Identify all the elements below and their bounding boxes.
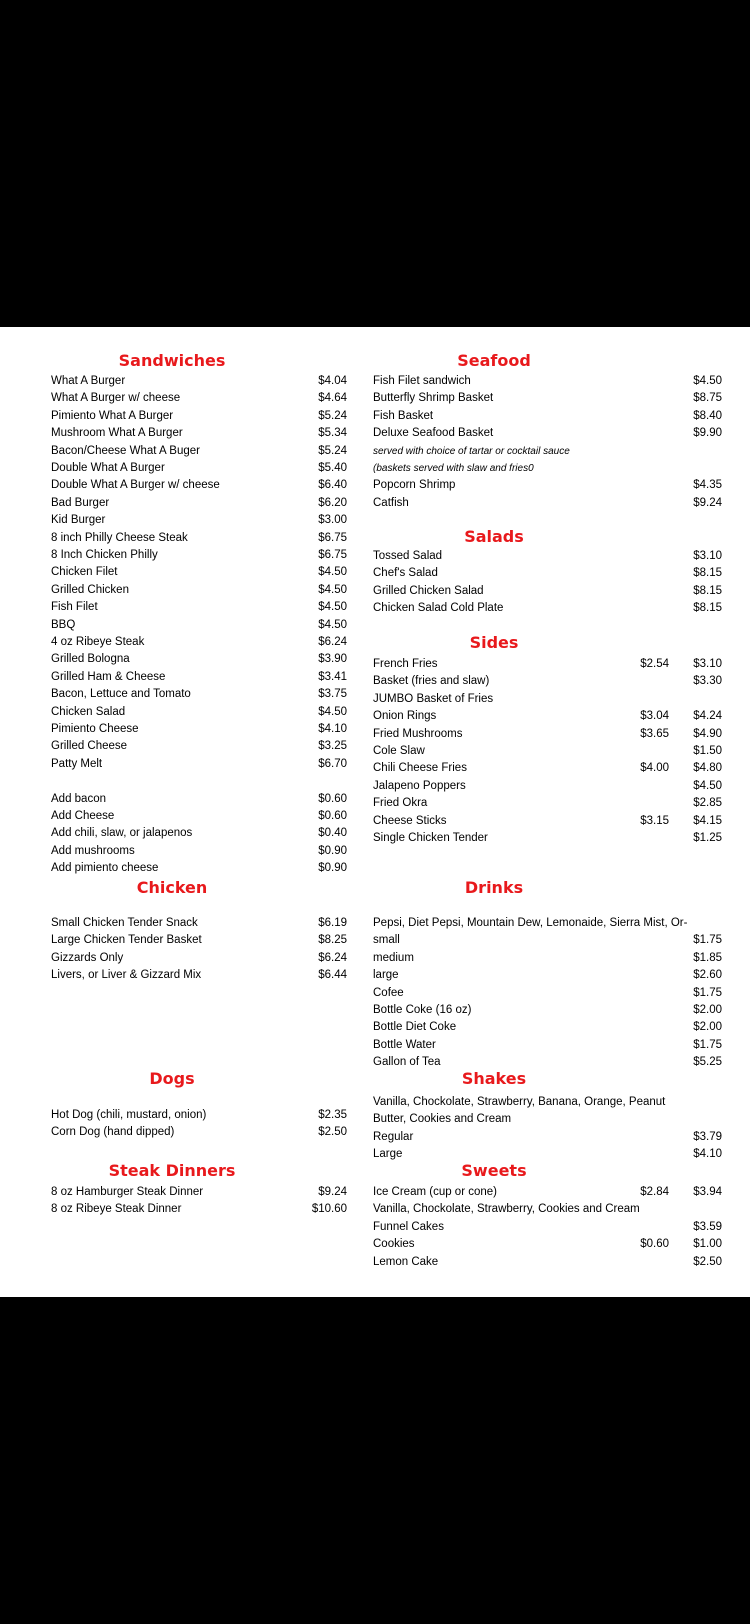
addon-name: Add bacon bbox=[51, 792, 106, 805]
section-heading: Drinks bbox=[464, 878, 524, 897]
seafood-note: (baskets served with slaw and fries0 bbox=[373, 463, 534, 474]
menu-item-price: $6.24 bbox=[318, 636, 347, 648]
menu-item-price: $4.50 bbox=[318, 618, 347, 631]
menu-item-price: $3.25 bbox=[318, 740, 347, 753]
menu-item-price: $8.15 bbox=[693, 602, 722, 615]
menu-item-price: $5.34 bbox=[318, 427, 347, 440]
menu-item-name: Fried Mushrooms bbox=[373, 727, 463, 740]
menu-item-name: Fish Filet sandwich bbox=[373, 375, 471, 387]
section-heading: Sweets bbox=[461, 1161, 527, 1180]
menu-item-name: Fish Basket bbox=[373, 409, 434, 422]
menu-item-price: $4.50 bbox=[318, 566, 347, 579]
section-heading: Chicken bbox=[136, 878, 208, 897]
addon-name: Add mushrooms bbox=[51, 844, 135, 857]
menu-item-name: Gallon of Tea bbox=[373, 1056, 441, 1069]
menu-item-name: Ice Cream (cup or cone) bbox=[373, 1186, 497, 1198]
menu-item-small-price: $3.04 bbox=[640, 710, 669, 723]
menu-item-price: $4.10 bbox=[318, 723, 347, 735]
menu-item-price: $1.75 bbox=[693, 1038, 722, 1051]
menu-item-price: $3.00 bbox=[318, 514, 347, 527]
menu-item-price: $5.24 bbox=[318, 409, 347, 422]
menu-item-name: Mushroom What A Burger bbox=[51, 427, 183, 440]
menu-item-name: What A Burger w/ cheese bbox=[51, 392, 181, 405]
menu-item-price: $4.80 bbox=[693, 762, 722, 775]
menu-item-price: $3.10 bbox=[693, 550, 722, 562]
menu-item-price: $8.15 bbox=[693, 567, 722, 580]
menu-item-name: Butterfly Shrimp Basket bbox=[373, 392, 494, 405]
addon-name: Add pimiento cheese bbox=[51, 862, 159, 875]
menu-item-name: Cofee bbox=[373, 986, 404, 999]
menu-item-name: 8 oz Hamburger Steak Dinner bbox=[51, 1186, 204, 1198]
menu-item-name: Jalapeno Poppers bbox=[373, 779, 466, 792]
menu-item-name: Fish Filet bbox=[51, 601, 98, 614]
menu-item-price: $6.24 bbox=[318, 951, 347, 964]
section-heading: Salads bbox=[464, 527, 524, 546]
menu-item-name: Grilled Chicken bbox=[51, 583, 129, 596]
menu-item-name: Large Chicken Tender Basket bbox=[51, 934, 202, 947]
menu-item-price: $4.50 bbox=[693, 779, 722, 792]
shakes-intro: Vanilla, Chockolate, Strawberry, Banana, Orange, Peanut bbox=[373, 1096, 666, 1108]
menu-item-price: $3.75 bbox=[318, 688, 347, 701]
menu-item-name: small bbox=[373, 934, 400, 947]
menu-item-name: Hot Dog (chili, mustard, onion) bbox=[51, 1109, 207, 1121]
menu-item-name: Grilled Bologna bbox=[51, 653, 130, 666]
menu-item-name: large bbox=[373, 969, 399, 982]
menu-item-name: Chicken Filet bbox=[51, 566, 118, 579]
menu-item-price: $4.50 bbox=[693, 375, 722, 387]
menu-item-price: $6.70 bbox=[318, 757, 347, 770]
menu-item-name: Funnel Cakes bbox=[373, 1220, 444, 1233]
menu-item-small-price: $2.54 bbox=[640, 658, 669, 670]
menu-item-price: $1.75 bbox=[693, 986, 722, 999]
menu-item-price: $3.41 bbox=[318, 670, 347, 683]
menu-item-name: 4 oz Ribeye Steak bbox=[51, 636, 145, 648]
menu-item-small-price: $2.84 bbox=[640, 1186, 669, 1198]
drinks-intro: Pepsi, Diet Pepsi, Mountain Dew, Lemonaide, Sierra Mist, Or- bbox=[373, 917, 688, 929]
menu-item-name: 8 oz Ribeye Steak Dinner bbox=[51, 1203, 182, 1216]
section-heading: Sides bbox=[469, 633, 519, 652]
seafood-note: served with choice of tartar or cocktail sauce bbox=[373, 445, 570, 457]
menu-item-price: $5.40 bbox=[318, 462, 347, 474]
menu-item-price: $4.50 bbox=[318, 601, 347, 614]
menu-item-name: Basket (fries and slaw) bbox=[373, 675, 490, 688]
menu-item-price: $6.40 bbox=[318, 479, 347, 492]
menu-item-price: $2.00 bbox=[693, 1004, 722, 1016]
menu-item-name: Double What A Burger bbox=[51, 462, 165, 474]
menu-item-price: $4.90 bbox=[693, 727, 722, 740]
menu-item-price: $3.90 bbox=[318, 653, 347, 666]
menu-item-price: $5.24 bbox=[318, 444, 347, 457]
menu-item-small-price: $3.65 bbox=[640, 727, 669, 740]
menu-item-name: Livers, or Liver & Gizzard Mix bbox=[51, 969, 202, 982]
menu-item-price: $4.35 bbox=[693, 479, 722, 492]
menu-item-name: Chef's Salad bbox=[373, 567, 438, 580]
addon-price: $0.90 bbox=[318, 862, 347, 875]
menu-item-price: $3.30 bbox=[693, 675, 722, 688]
menu-item-name: Bacon, Lettuce and Tomato bbox=[51, 688, 191, 701]
menu-item-price: $8.40 bbox=[693, 409, 722, 422]
menu-item-price: $3.94 bbox=[693, 1186, 722, 1198]
menu-item-name: Bacon/Cheese What A Buger bbox=[51, 444, 200, 457]
menu-item-name: Onion Rings bbox=[373, 710, 437, 723]
addon-price: $0.90 bbox=[318, 844, 347, 857]
menu-item-small-price: $3.15 bbox=[640, 814, 669, 827]
menu-item-price: $9.24 bbox=[318, 1186, 347, 1198]
menu-item-name: Small Chicken Tender Snack bbox=[51, 917, 198, 929]
menu-item-price: $1.85 bbox=[693, 951, 722, 964]
menu-item-name: Double What A Burger w/ cheese bbox=[51, 479, 220, 492]
menu-item-name: Gizzards Only bbox=[51, 951, 124, 964]
section-heading: Dogs bbox=[149, 1069, 195, 1088]
section-heading: Seafood bbox=[457, 351, 531, 370]
menu-item-name: Lemon Cake bbox=[373, 1255, 439, 1268]
menu-item-name: Kid Burger bbox=[51, 514, 106, 527]
menu-item-name: What A Burger bbox=[51, 375, 126, 387]
menu-item-name: Pimiento Cheese bbox=[51, 723, 139, 735]
menu-item-price: $3.10 bbox=[693, 658, 722, 670]
menu-item-small-price: $0.60 bbox=[640, 1238, 669, 1251]
menu-item-price: $6.19 bbox=[318, 917, 347, 929]
menu-item-name: Vanilla, Chockolate, Strawberry, Cookies and Cream bbox=[373, 1203, 640, 1216]
menu-item-name: Large bbox=[373, 1148, 403, 1161]
menu-item-name: Bad Burger bbox=[51, 496, 110, 509]
menu-item-price: $4.50 bbox=[318, 705, 347, 718]
menu-item-name: Cheese Sticks bbox=[373, 814, 447, 827]
menu-item-name: Grilled Chicken Salad bbox=[373, 584, 484, 597]
addon-price: $0.40 bbox=[318, 827, 347, 840]
menu-item-price: $4.24 bbox=[693, 710, 722, 723]
menu-item-price: $1.75 bbox=[693, 934, 722, 947]
menu-item-price: $4.10 bbox=[693, 1148, 722, 1161]
menu-item-small-price: $4.00 bbox=[640, 762, 669, 775]
addon-name: Add chili, slaw, or jalapenos bbox=[51, 827, 193, 840]
menu-item-price: $1.25 bbox=[693, 832, 722, 844]
menu-item-name: Chicken Salad Cold Plate bbox=[373, 602, 504, 615]
menu-item-name: Single Chicken Tender bbox=[373, 832, 488, 844]
menu-item-name: Bottle Water bbox=[373, 1038, 436, 1051]
menu-item-price: $5.25 bbox=[693, 1056, 722, 1069]
menu-item-name: Catfish bbox=[373, 496, 409, 509]
addon-name: Add Cheese bbox=[51, 810, 115, 822]
menu-item-price: $2.85 bbox=[693, 797, 722, 810]
menu-item-name: Patty Melt bbox=[51, 757, 103, 770]
menu-item-name: BBQ bbox=[51, 618, 76, 631]
menu-item-price: $4.50 bbox=[318, 583, 347, 596]
menu-item-price: $10.60 bbox=[311, 1203, 347, 1216]
menu-item-name: medium bbox=[373, 951, 414, 964]
menu-item-name: Deluxe Seafood Basket bbox=[373, 427, 494, 440]
menu-item-price: $1.50 bbox=[693, 745, 722, 757]
menu-item-price: $3.79 bbox=[693, 1130, 722, 1143]
menu-item-price: $4.15 bbox=[693, 814, 722, 827]
menu-item-name: Bottle Coke (16 oz) bbox=[373, 1004, 472, 1016]
menu-item-name: Chicken Salad bbox=[51, 705, 126, 718]
menu-item-name: Corn Dog (hand dipped) bbox=[51, 1126, 175, 1139]
menu-item-price: $9.90 bbox=[693, 427, 722, 440]
menu-item-price: $6.75 bbox=[318, 549, 347, 561]
addon-price: $0.60 bbox=[318, 792, 347, 805]
menu-item-price: $8.25 bbox=[318, 934, 347, 947]
menu-item-price: $6.44 bbox=[318, 969, 347, 982]
menu-item-price: $2.50 bbox=[693, 1255, 722, 1268]
menu-item-name: Regular bbox=[373, 1130, 414, 1143]
menu-item-price: $8.75 bbox=[693, 392, 722, 405]
menu-item-price: $2.00 bbox=[693, 1021, 722, 1034]
menu-item-price: $6.75 bbox=[318, 531, 347, 544]
menu-item-price: $2.60 bbox=[693, 969, 722, 982]
menu-item-price: $4.64 bbox=[318, 392, 347, 405]
menu-item-price: $9.24 bbox=[693, 496, 722, 509]
menu-item-name: Popcorn Shrimp bbox=[373, 479, 456, 492]
menu-item-name: Bottle Diet Coke bbox=[373, 1021, 457, 1034]
menu-item-name: JUMBO Basket of Fries bbox=[373, 692, 494, 705]
section-heading: Steak Dinners bbox=[108, 1161, 236, 1180]
menu-item-name: Cookies bbox=[373, 1238, 415, 1251]
menu-item-name: Grilled Cheese bbox=[51, 740, 128, 753]
menu-item-name: Grilled Ham & Cheese bbox=[51, 670, 166, 683]
menu-item-price: $2.50 bbox=[318, 1126, 347, 1139]
menu-item-name: French Fries bbox=[373, 658, 438, 670]
menu-item-name: Cole Slaw bbox=[373, 745, 425, 757]
menu-item-price: $8.15 bbox=[693, 584, 722, 597]
addon-price: $0.60 bbox=[318, 810, 347, 822]
shakes-intro: Butter, Cookies and Cream bbox=[373, 1113, 512, 1126]
section-heading: Shakes bbox=[461, 1069, 527, 1088]
menu-item-name: Fried Okra bbox=[373, 797, 428, 810]
menu-item-name: Tossed Salad bbox=[373, 550, 443, 562]
menu-item-price: $6.20 bbox=[318, 496, 347, 509]
menu-item-price: $4.04 bbox=[318, 375, 347, 387]
menu-item-price: $1.00 bbox=[693, 1238, 722, 1251]
menu-item-name: Chili Cheese Fries bbox=[373, 762, 467, 775]
menu-item-name: 8 inch Philly Cheese Steak bbox=[51, 531, 188, 544]
menu-item-name: 8 Inch Chicken Philly bbox=[51, 549, 158, 561]
menu-page bbox=[0, 327, 750, 1297]
menu-item-name: Pimiento What A Burger bbox=[51, 409, 174, 422]
menu-item-price: $2.35 bbox=[318, 1109, 347, 1121]
section-heading: Sandwiches bbox=[118, 351, 226, 370]
menu-item-price: $3.59 bbox=[693, 1220, 722, 1233]
